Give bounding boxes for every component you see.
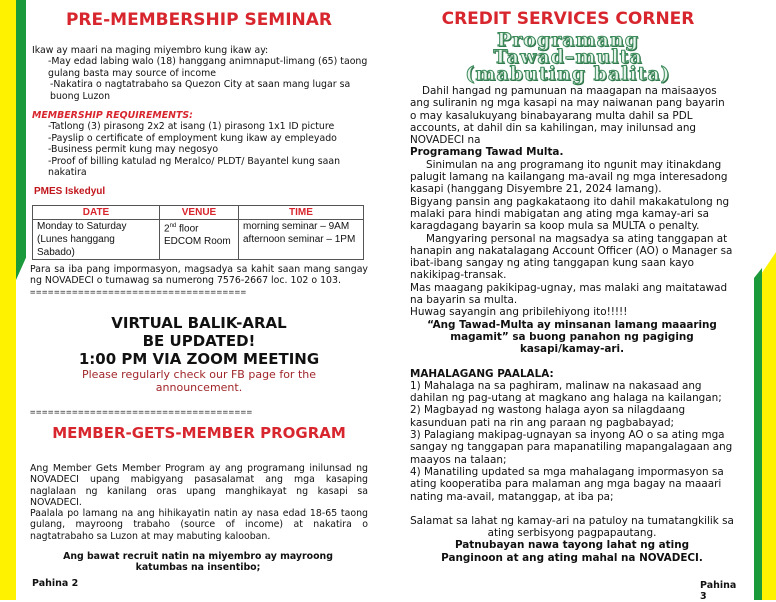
eligibility-section <box>32 45 368 178</box>
time-cell: morning seminar – 9AM afternoon seminar – 1PM <box>239 220 364 260</box>
paragraph: Mangyaring personal na magsadya sa ating tanggapan at hanapin ang nakatalagang Account Officer (AO) o Manager sa ibat-ibang sangay ng ating tanggapan kung saan kayo nakikipag-transak. <box>410 232 733 282</box>
eligibility-intro: Ikaw ay maari na maging miyembro kung ikaw ay: <box>32 45 269 56</box>
reminders-title: MAHALAGANG PAALALA: <box>410 367 554 380</box>
page-number: Pahina 2 <box>32 578 79 589</box>
column-header: VENUE <box>160 206 239 220</box>
requirement-item: -Proof of billing katulad ng Meralco/ PLDT/ Bayantel kung saan nakatira <box>48 155 341 179</box>
virtual-balik-aral <box>28 314 370 394</box>
thanks-text: Salamat sa lahat ng kamay-ari na patuloy na tumatangkilik sa ating serbisyong pagpapautang. <box>410 514 734 540</box>
table-row <box>33 220 364 260</box>
virtual-note: Please regularly check our FB page for the announcement. <box>81 368 316 394</box>
program-name: Programang Tawad Multa. <box>410 146 564 159</box>
mgm-paragraph-2: Paalala po lamang na ang hihikayatin natin ay nasa edad 18-65 taong gulang, mayroong trabaho (source of income) at nakatira o nagtatrabaho sa Luzon at may mabuting kalooban. <box>30 508 368 542</box>
date-cell: Monday to Saturday (Lunes hanggang Sabado) <box>33 220 160 260</box>
page-3 <box>410 0 737 602</box>
requirement-item: -Business permit kung may negosyo <box>48 144 219 156</box>
page-number: Pahina 3 <box>700 580 737 602</box>
separator: ==================================== <box>30 288 247 298</box>
right-green-stripe <box>754 268 762 600</box>
page-2 <box>28 0 370 600</box>
paragraph: Sinimulan na ang programang ito ngunit may itinakdang palugit lamang na kailangang ma-avail ng mga interesadong kasapi (hanggang Disyembre 21, 2024 lamang). <box>410 158 728 196</box>
column-header: DATE <box>33 206 160 220</box>
paragraph: Huwag sayangin ang pribilehiyong ito!!!!! <box>410 306 628 319</box>
virtual-line-1: VIRTUAL BALIK-ARAL <box>111 314 287 332</box>
info-text: Para sa iba pang impormasyon, magsadya sa kahit saan mang sangay ng NOVADECI o tumawag sa numerong 7576-2667 loc. 102 o 103. <box>30 264 368 287</box>
mgm-incentive: Ang bawat recruit natin na miyembro ay mayroong katumbas na insentibo; <box>63 551 333 574</box>
schedule-table <box>32 205 364 260</box>
requirement-item: -Tatlong (3) pirasong 2x2 at isang (1) pirasong 1x1 ID picture <box>48 121 335 133</box>
pre-membership-title: PRE-MEMBERSHIP SEMINAR <box>65 10 333 30</box>
paragraph: Bigyang pansin ang pagkakataong ito dahil makakatulong ng malaki para hindi mabigatan ang ating mga kamay-ari sa karagdagang bayarin sa koop mula sa MULTA o penalty. <box>410 195 730 233</box>
left-yellow-stripe <box>0 0 16 600</box>
separator: ===================================== <box>30 408 253 418</box>
reminder-item: 3) Palagiang makipag-ugnayan sa inyong AO o sa ating mga sangay ng tanggapan para mapanatiling mapangalagaan ang maayos na talaan; <box>410 429 733 466</box>
tawad-multa-banner: Programang Tawad–multa (mabuting balita) <box>465 29 671 85</box>
virtual-line-2: BE UPDATED! <box>142 332 256 350</box>
paragraph: Mas maagang pakikipag-ugnay, mas malaki ang maitatawad na bayarin sa multa. <box>410 281 728 307</box>
eligibility-item: -May edad labing walo (18) hanggang animnaput-limang (65) taong gulang basta may source of income <box>48 56 368 79</box>
reminder-item: 2) Magbayad ng wastong halaga ayon sa nilagdaang kasunduan pati na rin ang paraan ng pagbabayad; <box>410 404 686 429</box>
column-header: TIME <box>239 206 364 220</box>
venue-cell: 2nd floor EDCOM Room <box>160 220 239 260</box>
schedule-title: PMES Iskedyul <box>34 186 106 197</box>
paragraph: Dahil hangad ng pamunuan na maagapan na maisaayos ang suliranin ng mga kasapi na may naiwanan pang bayarin o may kasalukuyang binabayarang multa dahil sa PDL accounts, at dahil din sa kahilingan, may inilunsad ang NOVADECI na <box>410 85 725 147</box>
mgm-title: MEMBER-GETS-MEMBER PROGRAM <box>52 424 346 442</box>
blessing-text: Patnubayan nawa tayong lahat ng ating Panginoon at ang ating mahal na NOVADECI. <box>441 539 703 564</box>
right-yellow-stripe <box>762 252 776 600</box>
tawad-multa-body <box>410 85 734 564</box>
reminder-item: 1) Mahalaga na sa paghiram, malinaw na nakasaad ang dahilan ng pag-utang at magkano ang halaga na kailangan; <box>410 379 722 405</box>
mgm-paragraph-1: Ang Member Gets Member Program ay ang programang inilunsad ng NOVADECI upang mabigyang pasasalamat ang mga kasaping naglalaan ng kanilang oras upang manghikayat ng kasapi sa NOVADECI. <box>30 463 368 509</box>
credit-services-title: CREDIT SERVICES CORNER <box>441 9 695 29</box>
virtual-line-3: 1:00 PM VIA ZOOM MEETING <box>78 350 320 368</box>
left-green-stripe <box>16 0 26 280</box>
eligibility-item: -Nakatira o nagtatrabaho sa Quezon City at saan mang lugar sa buong Luzon <box>50 79 351 102</box>
quote: “Ang Tawad-Multa ay minsanan lamang maaaring magamit” sa buong panahon ng pagiging kasapi/kamay-ari. <box>427 318 717 356</box>
reminder-item: 4) Manatiling updated sa mga mahalagang impormasyon sa ating kooperatiba para malaman ang mga bagay na maaari nating ma-avail, matanggap, at iba pa; <box>410 465 724 503</box>
requirement-item: -Payslip o certificate of employment kung ikaw ay empleyado <box>48 132 337 144</box>
requirements-title: MEMBERSHIP REQUIREMENTS: <box>32 110 193 122</box>
